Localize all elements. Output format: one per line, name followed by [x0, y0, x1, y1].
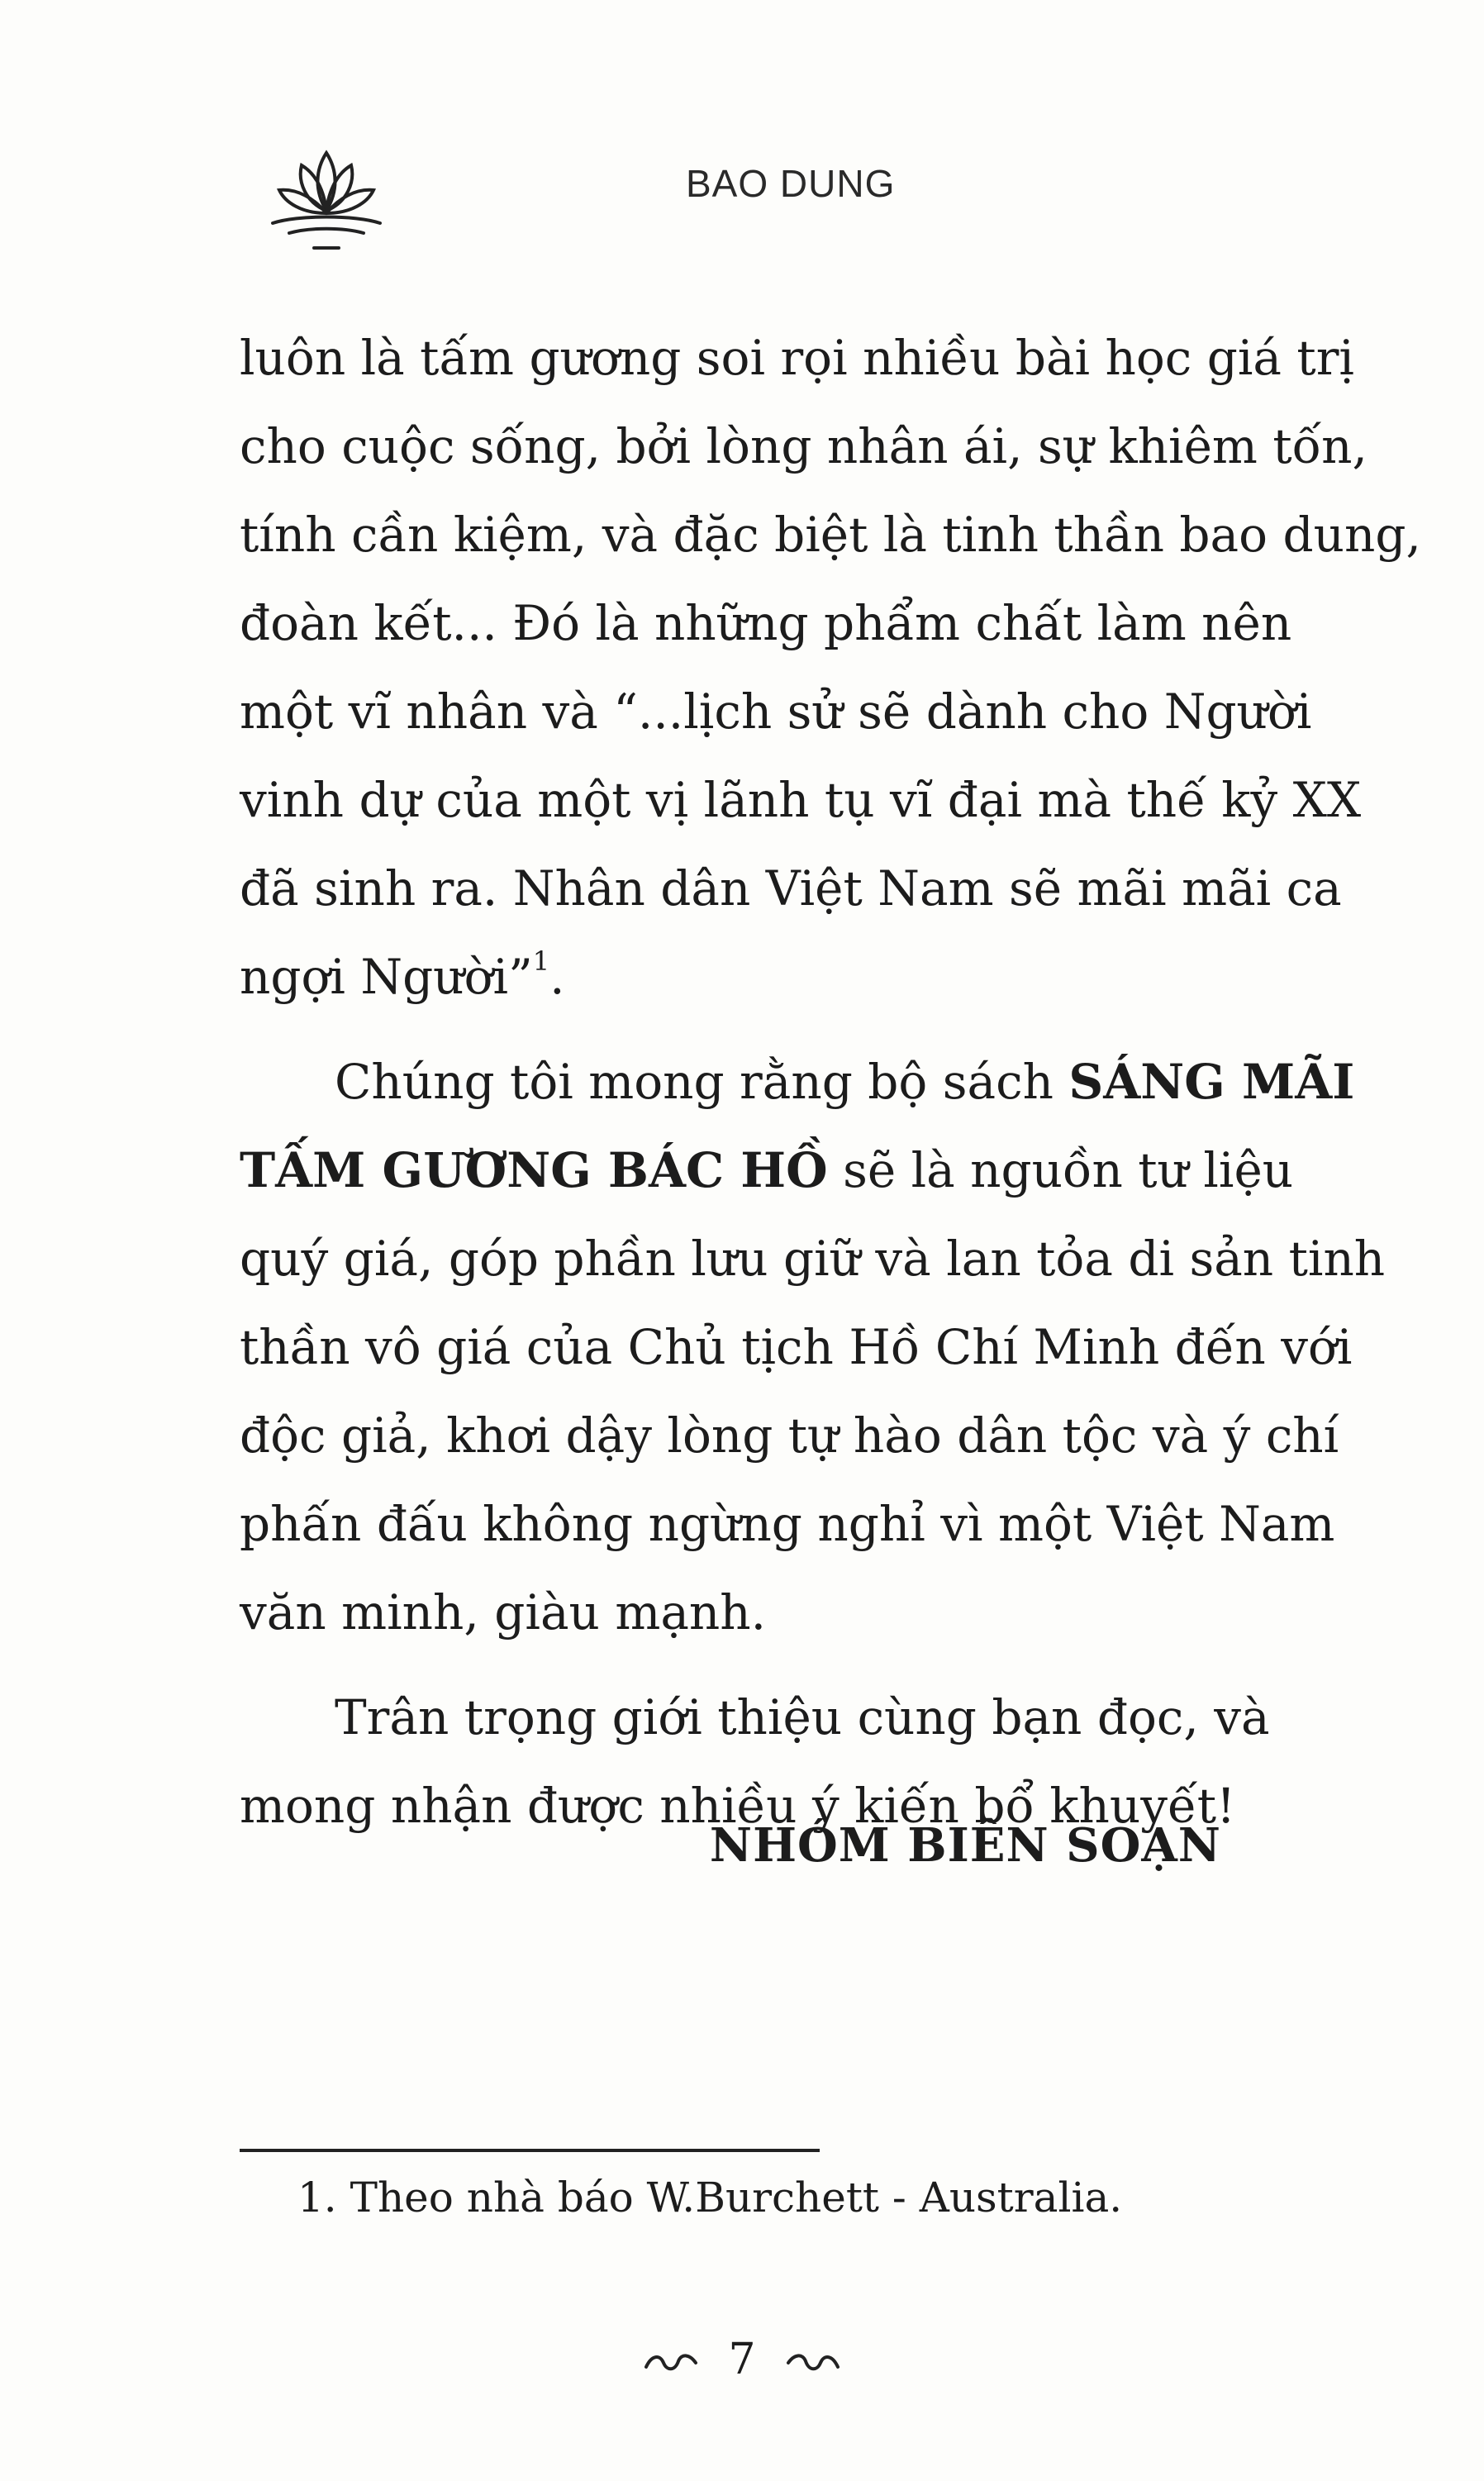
- right-ornament-icon: [784, 2346, 842, 2379]
- text-line-content: Chúng tôi mong rằng bộ sách: [335, 1054, 1069, 1110]
- text-line: thần vô giá của Chủ tịch Hồ Chí Minh đến với: [240, 1319, 1353, 1375]
- book-title-bold: TẤM GƯƠNG BÁC HỒ: [240, 1142, 828, 1198]
- left-ornament-icon: [642, 2346, 700, 2379]
- footnote-ref: 1: [532, 945, 550, 977]
- text-line: vinh dự của một vị lãnh tụ vĩ đại mà thế kỷ XX: [240, 772, 1362, 828]
- text-line: đã sinh ra. Nhân dân Việt Nam sẽ mãi mãi ca: [240, 860, 1342, 917]
- text-line: [240, 933, 1231, 1021]
- text-line: mong nhận được nhiều ý kiến bổ khuyết!: [240, 1778, 1236, 1834]
- running-title: BAO DUNG: [686, 162, 896, 205]
- book-title-bold: SÁNG MÃI: [1068, 1054, 1355, 1110]
- page-header: [264, 124, 1339, 248]
- footnote: 1. Theo nhà báo W.Burchett - Australia.: [297, 2174, 1123, 2221]
- text-line-content: sẽ là nguồn tư liệu: [827, 1142, 1294, 1198]
- text-line: độc giả, khơi dậy lòng tự hào dân tộc và ý chí: [240, 1407, 1339, 1464]
- text-line: đoàn kết... Đó là những phẩm chất làm nên: [240, 595, 1292, 651]
- text-line: quý giá, góp phần lưu giữ và lan tỏa di sản tinh: [240, 1231, 1386, 1287]
- footnote-rule: [240, 2149, 820, 2152]
- text-line: Trân trọng giới thiệu cùng bạn đọc, và: [335, 1689, 1270, 1745]
- text-line: [240, 1126, 1294, 1215]
- text-line: [240, 1038, 1355, 1126]
- body-text: [240, 314, 1421, 1850]
- text-line: luôn là tấm gương soi rọi nhiều bài học giá trị: [240, 330, 1354, 386]
- signature: NHÓM BIÊN SOẠN: [709, 1818, 1221, 1873]
- text-line-content: ngợi Người”: [240, 949, 533, 1005]
- lotus-icon: [264, 132, 388, 256]
- text-line: tính cần kiệm, và đặc biệt là tinh thần bao dung,: [240, 507, 1421, 563]
- text-line: phấn đấu không ngừng nghỉ vì một Việt Nam: [240, 1496, 1335, 1552]
- text-line: văn minh, giàu mạnh.: [240, 1584, 767, 1641]
- text-line: cho cuộc sống, bởi lòng nhân ái, sự khiêm tốn,: [240, 418, 1367, 474]
- page-footer: [0, 2335, 1484, 2384]
- text-line-end: .: [549, 949, 565, 1005]
- paragraph-1: [240, 314, 1421, 1021]
- page-number: 7: [728, 2335, 756, 2384]
- text-line: một vĩ nhân và “...lịch sử sẽ dành cho Người: [240, 683, 1312, 740]
- paragraph-2: [240, 1038, 1386, 1657]
